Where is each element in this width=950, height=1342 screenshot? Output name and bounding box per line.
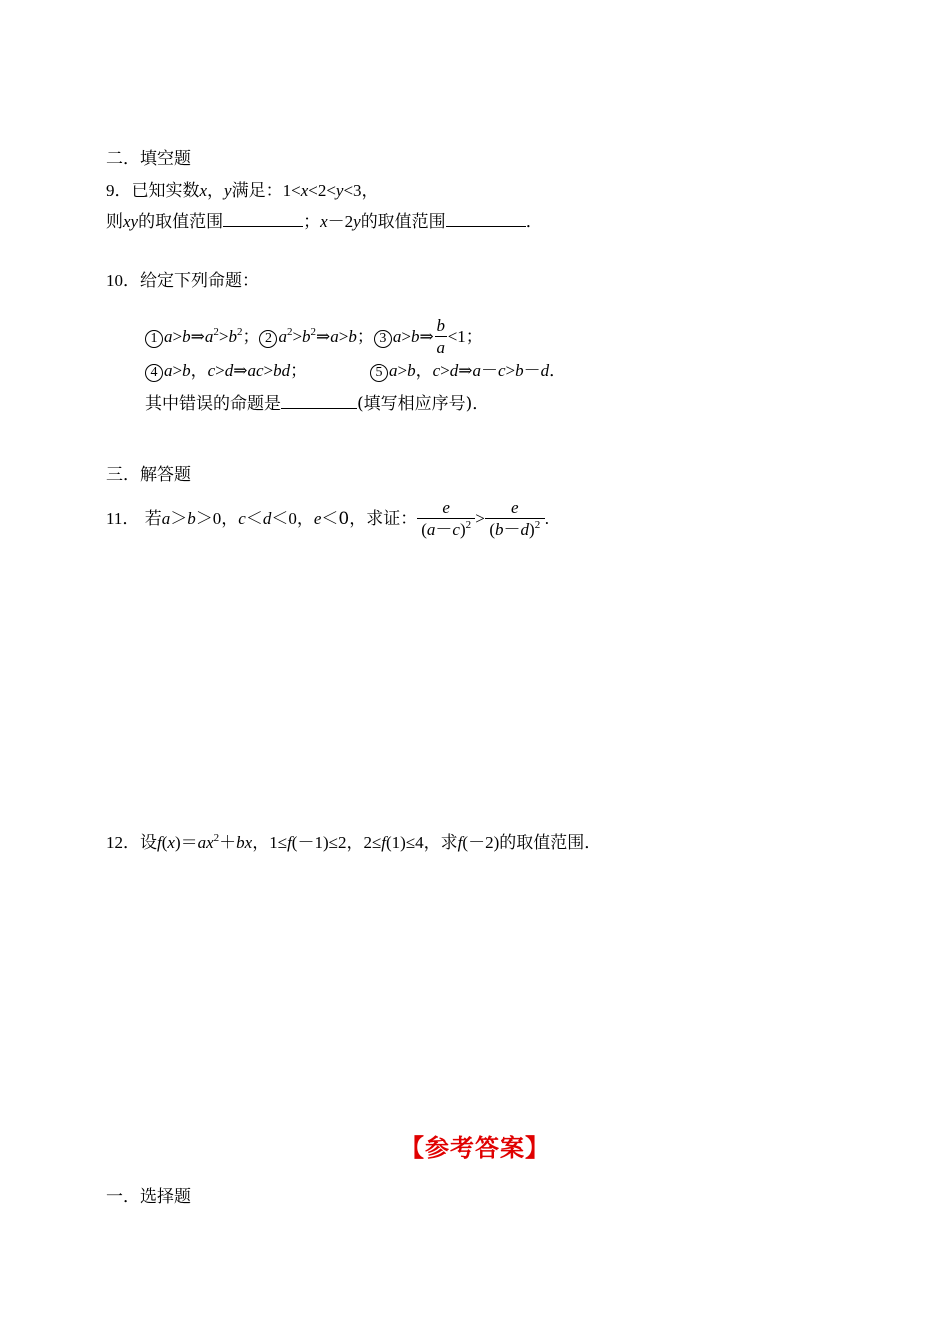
- fraction-b-over-a: $\frac{b}{a}$: [436, 316, 445, 357]
- question-number: 12．: [106, 833, 140, 852]
- period: ．: [525, 212, 543, 232]
- q9-text: 的取值范围: [138, 212, 224, 232]
- implies-symbol: ⇒: [316, 327, 331, 346]
- answer-blank[interactable]: [223, 212, 303, 227]
- circled-number-4: 4: [145, 364, 163, 382]
- var-y: y: [224, 181, 232, 200]
- var-x: x: [199, 181, 208, 200]
- question-10-prop-5: 5 a>b，c>d⇒a－c>b－d．: [370, 360, 566, 382]
- section-fill-blank-title: [106, 148, 191, 170]
- reference-answers-title: 【参考答案】: [400, 1134, 550, 1162]
- question-number: 9．: [106, 181, 132, 200]
- question-9-line-1: [106, 180, 379, 202]
- q10-text: 给定下列命题：: [140, 271, 259, 291]
- implies-symbol: ⇒: [458, 361, 473, 380]
- q10-text: (填写相应序号)．: [357, 394, 490, 414]
- section-title-text: 二．填空题: [106, 149, 191, 169]
- implies-symbol: ⇒: [419, 327, 434, 346]
- section-title-text: 一．选择题: [106, 1187, 191, 1207]
- section-title-text: 三．解答题: [106, 465, 191, 485]
- q9-text: 已知实数: [131, 181, 200, 201]
- q9-text: 则: [106, 212, 123, 232]
- circled-number-1: 1: [145, 330, 163, 348]
- var-xy: xy: [123, 212, 139, 231]
- question-10-props-line-2: 4 a>b，c>d⇒ac>bd；: [145, 360, 307, 382]
- var-x: x: [300, 181, 309, 200]
- var-y: y: [353, 212, 361, 231]
- var-x: x: [320, 212, 328, 231]
- question-10-answer-line: [145, 393, 489, 415]
- fraction-e-over-a-minus-c-squared: $\frac{e}{(a-c)^2}$: [417, 498, 475, 541]
- answer-blank[interactable]: [446, 212, 526, 227]
- fraction-e-over-b-minus-d-squared: $\frac{e}{(b-d)^2}$: [485, 498, 545, 541]
- minus-two: －2: [327, 212, 354, 231]
- question-number: 10．: [106, 271, 140, 290]
- condition: <2<: [308, 181, 336, 200]
- circled-number-2: 2: [259, 330, 277, 348]
- question-10-props-line-1: 1 $a>b\Rightarrow a^2>b^2$； 2 $a^2>b^2\Rightarrow a>b$； 3 a>b⇒ $\frac{b}{a}$ <1；: [145, 316, 483, 359]
- circled-number-3: 3: [374, 330, 392, 348]
- circled-number-5: 5: [370, 364, 388, 382]
- section-choice-title: [106, 1186, 191, 1208]
- answer-blank[interactable]: [281, 394, 357, 409]
- implies-symbol: ⇒: [190, 327, 205, 346]
- question-12: 12．设$f(x)=ax^2+bx$，1≤f(－1)≤2，2≤f(1)≤4，求f(－2)的取值范围．: [106, 832, 602, 853]
- question-11: 11． 若a＞b＞0，c＜d＜0，e＜0，求证： $\frac{e}{(a-c)^2}$ > $\frac{e}{(b-d)^2}$ .: [106, 498, 550, 539]
- comma: ，: [207, 181, 225, 201]
- q10-text: 其中错误的命题是: [145, 394, 281, 414]
- question-9-line-2: [106, 211, 543, 233]
- question-number: 11．: [106, 509, 140, 528]
- question-10-title: [106, 270, 259, 292]
- section-solve-title: [106, 464, 191, 486]
- var-y: y: [335, 181, 344, 200]
- q9-text: 满足：: [231, 181, 283, 201]
- semicolon: ；: [303, 212, 321, 232]
- implies-symbol: ⇒: [233, 361, 248, 380]
- condition: 1<: [282, 181, 301, 200]
- q9-text: 的取值范围: [360, 212, 446, 232]
- condition: <3，: [343, 181, 379, 200]
